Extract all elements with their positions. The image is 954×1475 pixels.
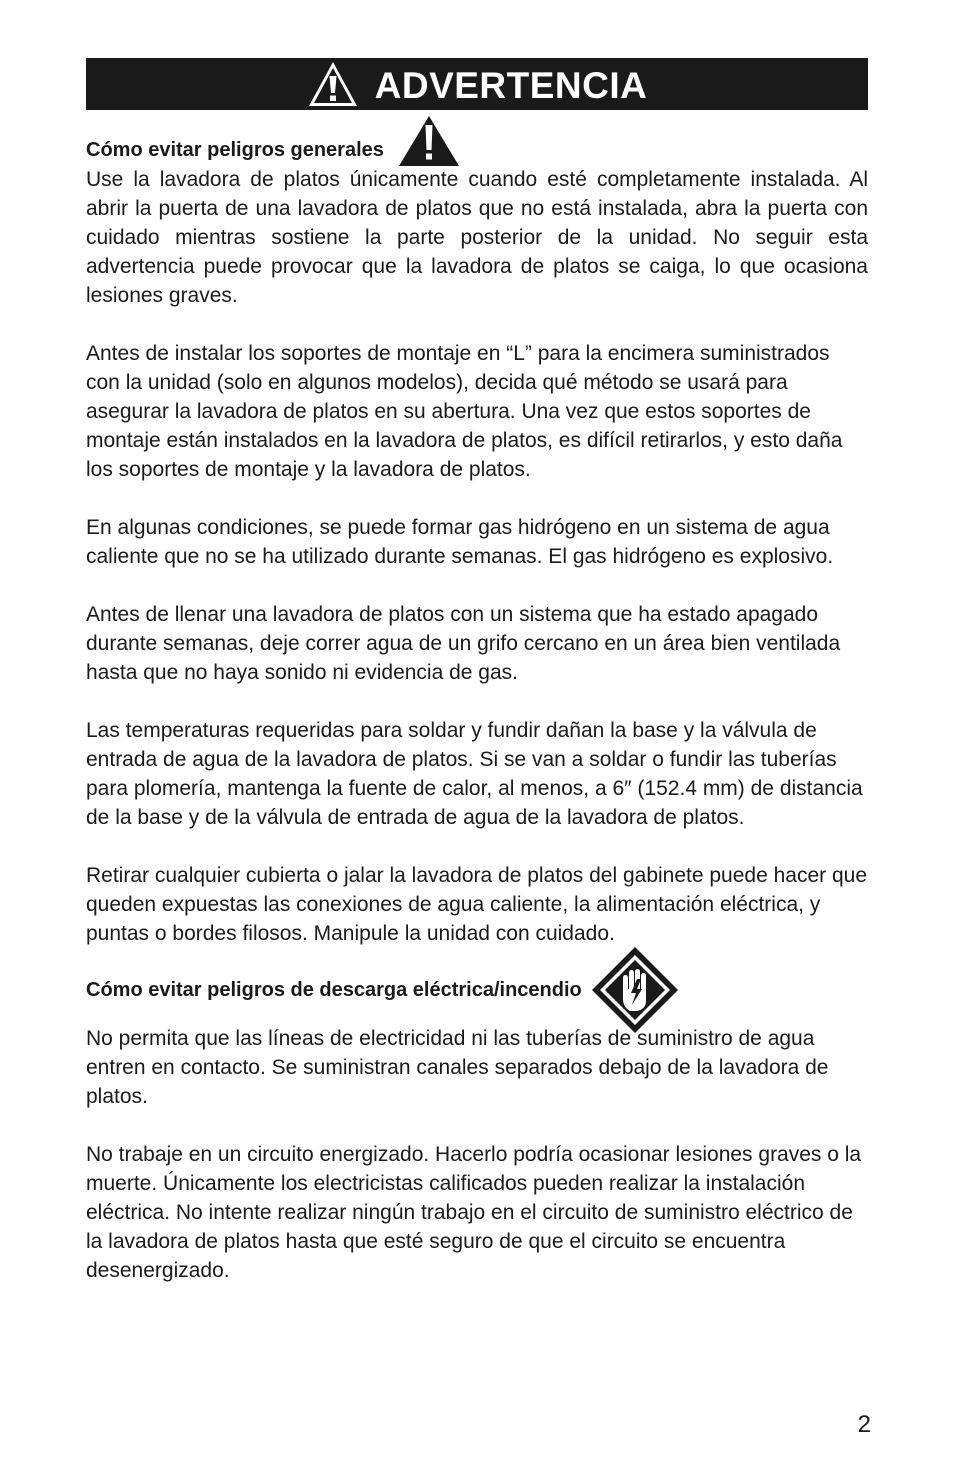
electric-shock-hazard-icon <box>590 945 680 1035</box>
paragraph: Las temperaturas requeridas para soldar y fundir dañan la base y la válvula de entrada de agua de la lavadora de platos. Si se van a soldar o fundir las tuberías para plomería, mantenga la fuente de calor, al menos, a 6″ (152.4 mm) de distancia de la base y de la válvula de entrada de agua de la lavadora de platos. <box>86 719 863 829</box>
paragraph: No trabaje en un circuito energizado. Hacerlo podría ocasionar lesiones graves o la muerte. Únicamente los electricistas calificados pueden realizar la instalación eléctrica. No intente realizar ningún trabajo en el circuito de suministro eléctrico de la lavadora de platos hasta que esté seguro de que el circuito se encuentra desenergizado. <box>86 1143 862 1282</box>
warning-triangle-icon <box>307 60 359 108</box>
paragraph: Antes de llenar una lavadora de platos con un sistema que ha estado apagado durante semanas, deje correr agua de un grifo cercano en un área bien ventilada hasta que no haya sonido ni evidencia de gas. <box>86 603 841 684</box>
section-heading-electric-text: Cómo evitar peligros de descarga eléctrica/incendio <box>86 978 582 1001</box>
page-number: 2 <box>857 1411 871 1438</box>
document-body <box>86 135 868 1314</box>
section-heading-electric <box>86 961 868 1019</box>
paragraph: Retirar cualquier cubierta o jalar la lavadora de platos del gabinete puede hacer que queden expuestas las conexiones de agua caliente, la alimentación eléctrica, y puntas o bordes filosos. Manipule la unidad con cuidado. <box>86 864 868 945</box>
paragraph: En algunas condiciones, se puede formar gas hidrógeno en un sistema de agua caliente que no se ha utilizado durante semanas. El gas hidrógeno es explosivo. <box>86 516 834 568</box>
warning-banner <box>86 58 868 110</box>
section-heading-general-text: Cómo evitar peligros generales <box>86 139 384 161</box>
warning-triangle-icon <box>398 115 460 167</box>
paragraph: Antes de instalar los soportes de montaje en “L” para la encimera suministrados con la unidad (solo en algunos modelos), decida qué método se usará para asegurar la lavadora de platos en su abertura. Una vez que estos soportes de montaje están instalados en la lavadora de platos, es difícil retirarlos, y esto daña los soportes de montaje y la lavadora de platos. <box>86 342 843 481</box>
section-heading-general <box>86 135 868 165</box>
paragraph: No permita que las líneas de electricidad ni las tuberías de suministro de agua entren en contacto. Se suministran canales separados debajo de la lavadora de platos. <box>86 1027 829 1108</box>
paragraph: Use la lavadora de platos únicamente cuando esté completamente instalada. Al abrir la puerta de una lavadora de platos que no está instalada, abra la puerta con cuidado mientras sostiene la parte posterior de la unidad. No seguir esta advertencia puede provocar que la lavadora de platos se caiga, lo que ocasiona lesiones graves. <box>86 168 868 307</box>
banner-title: ADVERTENCIA <box>374 64 648 106</box>
